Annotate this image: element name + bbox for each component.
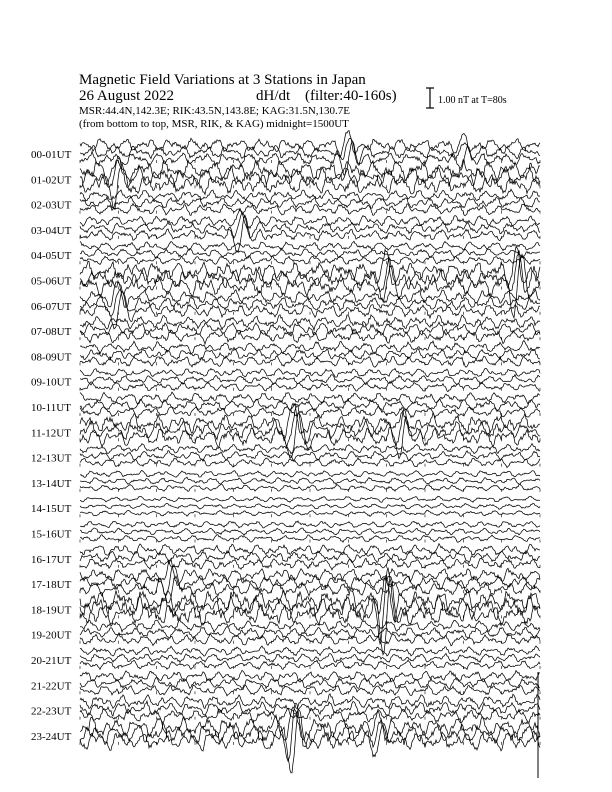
hour-label: 17-18UT (31, 579, 72, 592)
hour-row (31, 189, 540, 216)
hour-label: 18-19UT (31, 604, 72, 617)
hour-row (31, 282, 540, 329)
hour-label: 06-07UT (31, 300, 72, 313)
trace-msr (80, 381, 540, 391)
hour-label: 15-16UT (31, 528, 72, 541)
scale-bar (426, 88, 434, 108)
hour-label: 08-09UT (31, 351, 72, 364)
hour-label: 00-01UT (31, 149, 72, 161)
hour-rows (31, 131, 540, 773)
quantity-label: dH/dt (256, 88, 291, 104)
trace-msr (80, 204, 540, 216)
hour-row (31, 241, 540, 264)
hour-row (31, 471, 540, 492)
trace-rik (80, 249, 540, 258)
trace-rik (80, 451, 540, 461)
hour-label: 11-12UT (31, 427, 71, 440)
trace-kag (80, 471, 540, 478)
date-label: 26 August 2022 (79, 88, 175, 104)
hour-row (31, 496, 540, 517)
trace-kag (80, 282, 540, 308)
trace-msr (80, 633, 540, 646)
trace-kag (80, 670, 540, 682)
hour-label: 07-08UT (31, 326, 72, 339)
hour-label: 13-14UT (31, 477, 72, 490)
hour-label: 16-17UT (31, 553, 72, 566)
hour-label: 14-15UT (31, 503, 72, 516)
hour-label: 03-04UT (31, 224, 72, 237)
hour-row (31, 341, 540, 368)
hour-row (31, 403, 540, 458)
hour-label: 02-03UT (31, 199, 72, 212)
hour-row (31, 646, 540, 669)
hour-label: 20-21UT (31, 655, 72, 667)
hour-row (31, 568, 540, 655)
order-line: (from bottom to top, MSR, RIK, & KAG) midnight=1500UT (79, 118, 349, 130)
trace-kag (80, 521, 540, 528)
hour-row (31, 620, 540, 646)
trace-kag (80, 544, 540, 556)
hour-label: 04-05UT (31, 250, 72, 263)
hour-label: 01-02UT (31, 174, 72, 187)
trace-kag (80, 131, 540, 158)
hour-label: 21-22UT (31, 680, 72, 693)
hour-label: 05-06UT (31, 275, 72, 288)
trace-kag (80, 620, 540, 632)
hour-row (31, 392, 540, 418)
hour-label: 10-11UT (31, 402, 71, 414)
hour-row (31, 156, 540, 209)
trace-rik (80, 654, 540, 663)
hour-row (31, 670, 540, 695)
hour-row (31, 521, 540, 543)
filter-label: (filter:40-160s) (305, 88, 397, 104)
trace-kag (80, 559, 540, 586)
trace-msr (80, 576, 540, 603)
trace-kag (80, 241, 540, 251)
trace-kag (80, 341, 540, 355)
hour-row (31, 368, 540, 391)
trace-kag (80, 392, 540, 404)
hour-row (31, 131, 540, 176)
trace-rik (80, 528, 540, 536)
stations-line: MSR:44.4N,142.3E; RIK:43.5N,143.8E; KAG:31.5N,130.7E (79, 105, 351, 117)
chart-title: Magnetic Field Variations at 3 Stations in Japan (79, 72, 366, 88)
hour-row (31, 544, 540, 570)
trace-rik (80, 503, 540, 510)
trace-rik (80, 349, 540, 360)
trace-kag (80, 315, 540, 330)
hour-label: 23-24UT (31, 730, 72, 743)
trace-kag (80, 496, 540, 502)
hour-row (31, 444, 540, 468)
hour-row (31, 315, 540, 344)
trace-kag (80, 368, 540, 377)
trace-rik (80, 375, 540, 386)
trace-kag (80, 646, 540, 656)
hour-label: 12-13UT (31, 452, 72, 465)
hour-row (31, 694, 540, 724)
hour-label: 09-10UT (31, 376, 72, 389)
trace-rik (80, 477, 540, 484)
hour-label: 19-20UT (31, 629, 72, 642)
scale-bar-label: 1.00 nT at T=80s (438, 95, 507, 106)
hour-label: 22-23UT (31, 705, 72, 718)
